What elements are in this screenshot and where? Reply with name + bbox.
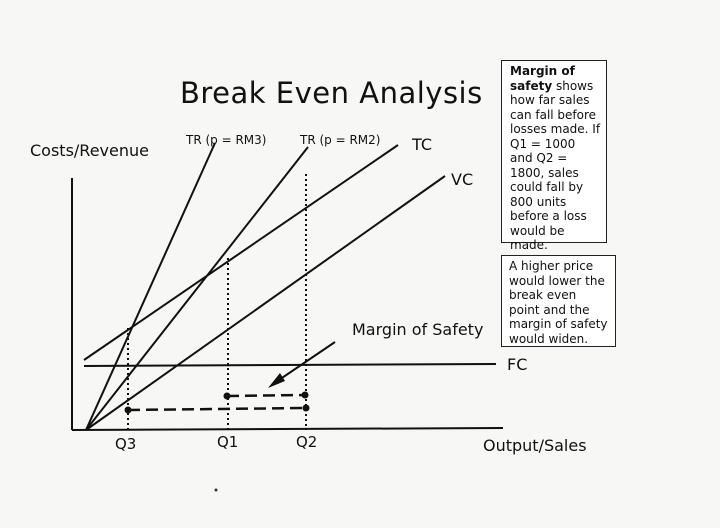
tr-rm3-line — [86, 143, 215, 430]
q3-label: Q3 — [115, 435, 137, 453]
margin-of-safety-note — [501, 60, 607, 252]
tr-rm2-line — [86, 147, 308, 430]
tr-rm3-label: TR (p = RM3) — [186, 133, 267, 147]
margin-point-q2-upper — [302, 392, 309, 399]
x-axis-label: Output/Sales — [483, 436, 587, 455]
vc-label: VC — [451, 170, 474, 189]
x-axis — [72, 428, 503, 430]
margin-note-body: shows how far sales can fall before losses made. If Q1 = 1000 and Q2 = 1800, sales could fall by 800 units before a loss would be made. — [510, 78, 601, 252]
margin-pointer-arrowhead — [268, 373, 285, 388]
higher-price-note-text: A higher price would lower the break even point and the margin of safety would widen. — [509, 259, 608, 346]
y-axis-label: Costs/Revenue — [30, 141, 149, 160]
margin-point-q3-lower — [125, 407, 132, 414]
tr-rm2-label: TR (p = RM2) — [300, 133, 381, 147]
chart-title: Break Even Analysis — [180, 76, 483, 110]
margin-point-q2-lower — [303, 405, 310, 412]
margin-of-safety-label: Margin of Safety — [352, 320, 484, 339]
q2-label: Q2 — [296, 433, 318, 451]
higher-price-note — [501, 255, 616, 347]
fc-line — [84, 364, 496, 366]
stray-dot — [215, 489, 218, 492]
margin-dashed-lower — [128, 408, 306, 410]
tc-label: TC — [412, 135, 433, 154]
q1-label: Q1 — [217, 433, 239, 451]
vc-line — [86, 176, 445, 430]
margin-point-q1-upper — [224, 393, 231, 400]
fc-label: FC — [507, 355, 528, 374]
margin-note-heading: Margin of safety — [510, 64, 575, 93]
margin-dashed-upper — [227, 395, 305, 396]
